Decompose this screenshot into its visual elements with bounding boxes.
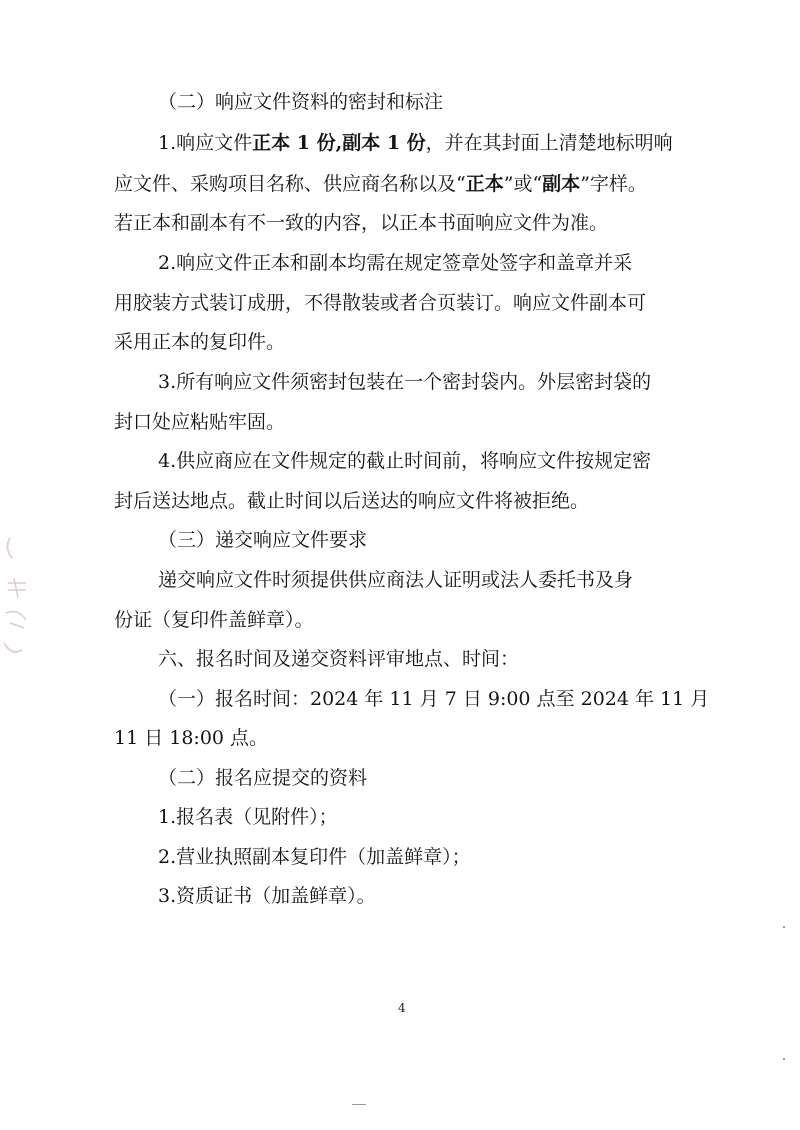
- registration-material-1: 1.报名表（见附件）；: [158, 806, 338, 828]
- item-4-line-1: 4.供应商应在文件规定的截止时间前，将响应文件按规定密: [158, 450, 652, 472]
- item-1-copy-label: 副本: [542, 173, 581, 195]
- item-2-line-2: 用胶装方式装订成册，不得散装或者合页装订。响应文件副本可: [114, 292, 647, 314]
- item-1-original-count: 正本 1 份: [252, 132, 336, 154]
- item-1-line-2: [0, 169, 800, 199]
- registration-material-3: 3.资质证书（加盖鲜章）。: [158, 885, 376, 907]
- section-2-title: （二）响应文件资料的密封和标注: [158, 91, 444, 113]
- item-1-prefix: 1.响应文件: [158, 132, 253, 154]
- item-1-line-2-a: 应文件、采购项目名称、供应商名称以及“: [114, 173, 466, 195]
- item-2-line-3: 采用正本的复印件。: [114, 331, 286, 353]
- scan-speck: [352, 1104, 366, 1105]
- page-number: 4: [398, 1001, 406, 1015]
- item-1-original-label: 正本: [465, 173, 504, 195]
- registration-material-2: 2.营业执照副本复印件（加盖鲜章）；: [158, 846, 471, 868]
- scan-speck: [783, 1058, 785, 1060]
- registration-time-line-1: （一）报名时间：2024 年 11 月 7 日 9:00 点至 2024 年 11 月: [158, 688, 710, 710]
- item-1-copy-count: 副本 1 份: [342, 132, 426, 154]
- section-3-title: （三）递交响应文件要求: [158, 529, 368, 551]
- item-4-line-2: 封后送达地点。截止时间以后送达的响应文件将被拒绝。: [114, 490, 590, 512]
- item-1-line-2-mid: ”或“: [503, 173, 543, 195]
- item-3-line-2: 封口处应粘贴牢固。: [114, 411, 286, 433]
- registration-materials-title: （二）报名应提交的资料: [158, 767, 368, 789]
- section-3-line-2: 份证（复印件盖鲜章）。: [114, 609, 314, 631]
- item-1-line-3: 若正本和副本有不一致的内容，以正本书面响应文件为准。: [114, 212, 609, 234]
- scan-speck: [783, 926, 785, 928]
- item-1-rest: ，并在其封面上清楚地标明响: [425, 132, 673, 154]
- item-3-line-1: 3.所有响应文件须密封包装在一个密封袋内。外层密封袋的: [158, 371, 652, 393]
- item-1-line-1: [0, 128, 800, 158]
- registration-time-line-2: 11 日 18:00 点。: [114, 727, 269, 749]
- section-6-title: 六、报名时间及递交资料评审地点、时间：: [158, 648, 520, 670]
- item-1-separator: ,: [335, 132, 343, 154]
- item-2-line-1: 2.响应文件正本和副本均需在规定签章处签字和盖章并采: [158, 252, 633, 274]
- item-1-line-2-c: ”字样。: [580, 173, 647, 195]
- section-3-line-1: 递交响应文件时须提供供应商法人证明或法人委托书及身: [158, 569, 634, 591]
